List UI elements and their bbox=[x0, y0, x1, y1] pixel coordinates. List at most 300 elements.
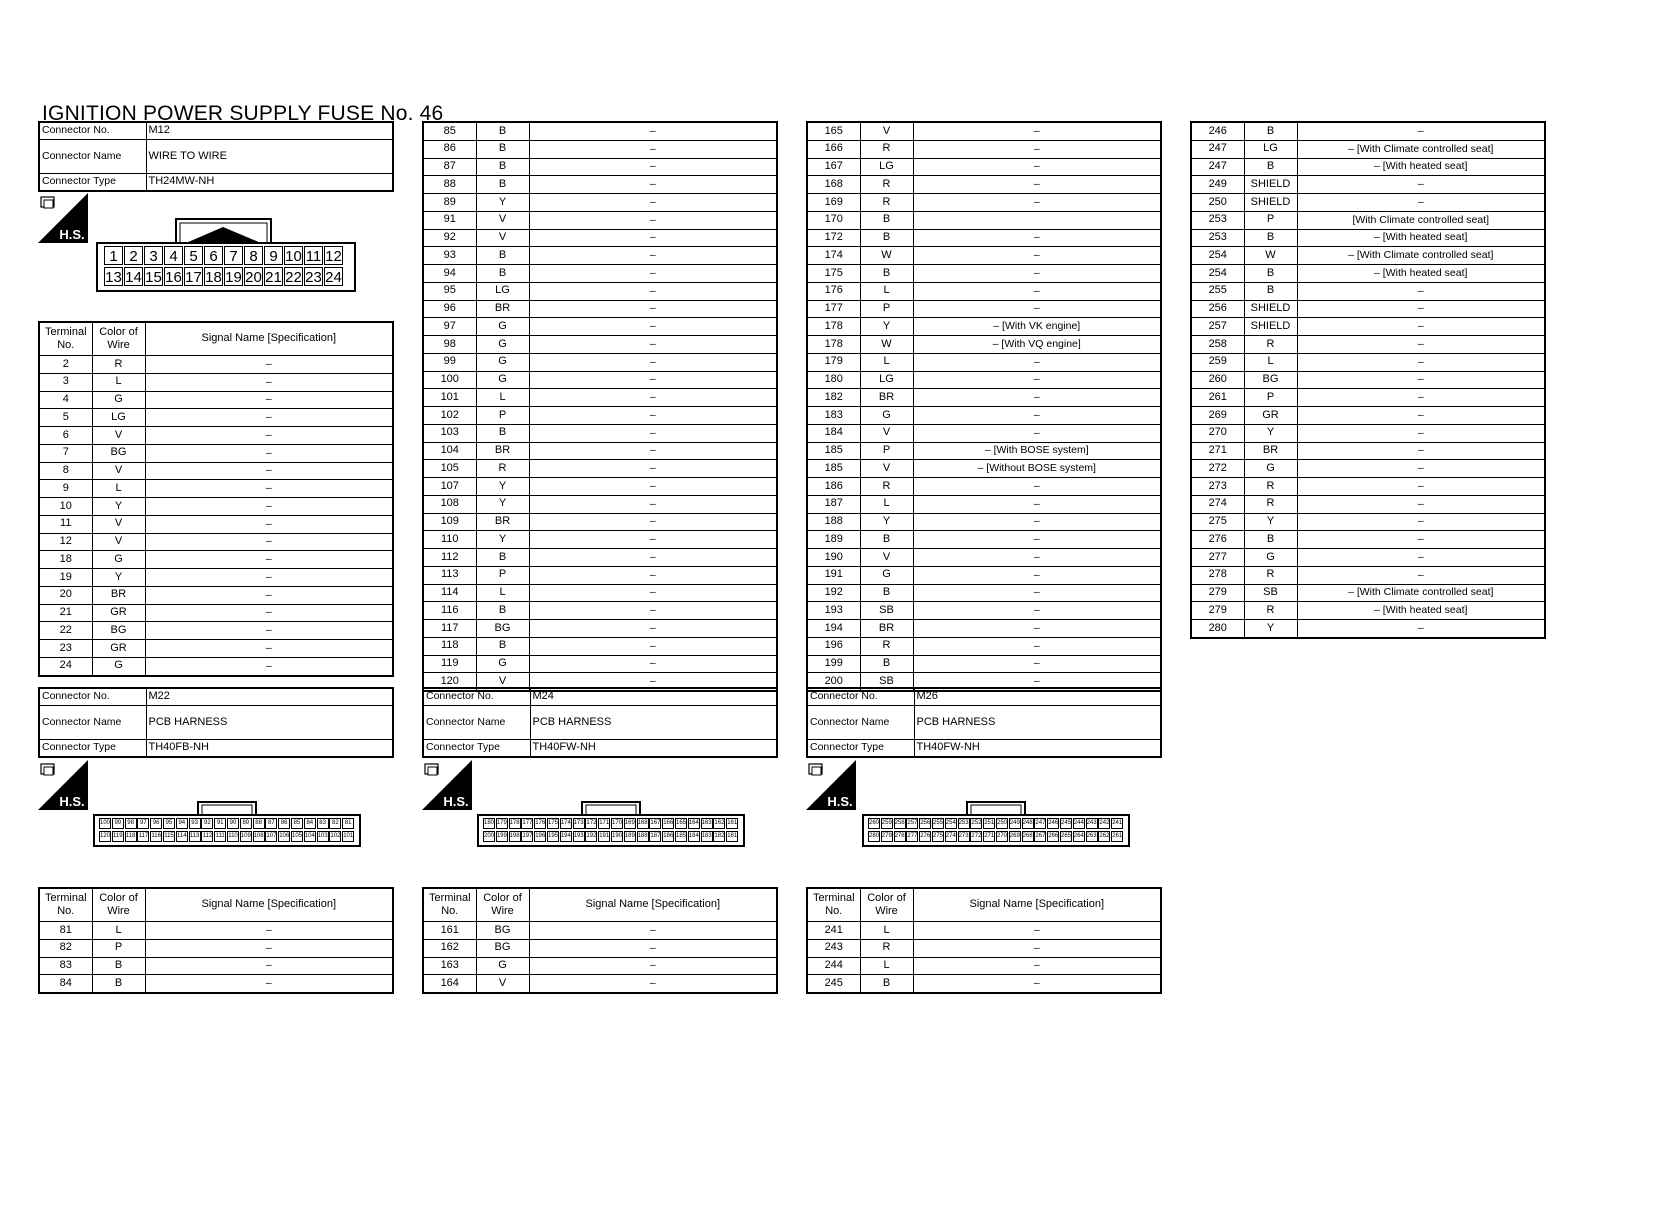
terminal-pin: 95 bbox=[163, 818, 175, 829]
terminal-no-header: Terminal No. bbox=[807, 888, 860, 922]
table-row bbox=[423, 353, 777, 371]
signal-name-cell: – bbox=[529, 957, 777, 975]
wire-color-cell: P bbox=[92, 939, 145, 957]
terminal-no-cell: 84 bbox=[39, 975, 92, 993]
wire-color-cell: G bbox=[476, 957, 529, 975]
terminal-pin: 82 bbox=[329, 818, 341, 829]
terminal-pin: 272 bbox=[970, 831, 982, 842]
terminal-pin: 173 bbox=[573, 818, 585, 829]
table-row bbox=[1191, 513, 1545, 531]
signal-name-cell: – bbox=[1297, 442, 1545, 460]
wire-color-cell: B bbox=[476, 247, 529, 265]
terminal-pin: 164 bbox=[688, 818, 700, 829]
table-row bbox=[807, 282, 1161, 300]
signal-name-cell: – bbox=[529, 922, 777, 940]
terminal-pin: 200 bbox=[483, 831, 495, 842]
terminal-no-cell: 116 bbox=[423, 602, 476, 620]
table-row bbox=[1191, 424, 1545, 442]
table-row bbox=[39, 462, 393, 480]
signal-name-cell: – bbox=[145, 657, 393, 675]
connector-no-value: M22 bbox=[146, 688, 393, 706]
signal-name-cell: – bbox=[529, 478, 777, 496]
wire-color-cell: R bbox=[860, 939, 913, 957]
terminal-pin: 241 bbox=[1111, 818, 1123, 829]
connector-name-label: Connector Name bbox=[423, 706, 530, 740]
wire-color-cell: V bbox=[92, 427, 145, 445]
terminal-no-cell: 88 bbox=[423, 176, 476, 194]
table-row bbox=[807, 620, 1161, 638]
signal-name-cell: – bbox=[529, 353, 777, 371]
wire-color-cell: Y bbox=[92, 569, 145, 587]
signal-name-cell: – bbox=[913, 957, 1161, 975]
table-row bbox=[423, 424, 777, 442]
hs-label: H.S. bbox=[443, 794, 469, 809]
table-row bbox=[39, 975, 393, 993]
wire-color-cell: B bbox=[1244, 229, 1297, 247]
table-row bbox=[1191, 495, 1545, 513]
wire-color-cell: LG bbox=[92, 409, 145, 427]
signal-name-cell: – bbox=[145, 409, 393, 427]
table-row bbox=[1191, 194, 1545, 212]
table-row bbox=[423, 460, 777, 478]
wire-color-cell: P bbox=[476, 566, 529, 584]
signal-name-cell: – bbox=[145, 551, 393, 569]
wire-color-cell: B bbox=[1244, 265, 1297, 283]
wire-color-cell: B bbox=[1244, 158, 1297, 176]
terminal-slot: 19 bbox=[225, 269, 242, 286]
table-row bbox=[1191, 442, 1545, 460]
signal-name-cell: – bbox=[913, 939, 1161, 957]
table-row bbox=[423, 122, 777, 140]
terminal-pin: 261 bbox=[1111, 831, 1123, 842]
wire-color-cell: SHIELD bbox=[1244, 176, 1297, 194]
table-row bbox=[807, 939, 1161, 957]
table-row bbox=[807, 957, 1161, 975]
table-row bbox=[807, 336, 1161, 354]
wire-color-cell: L bbox=[860, 282, 913, 300]
terminal-pin: 199 bbox=[496, 831, 508, 842]
terminal-no-cell: 107 bbox=[423, 478, 476, 496]
signal-name-cell: – bbox=[913, 566, 1161, 584]
connector-type-value: TH40FW-NH bbox=[914, 740, 1161, 758]
terminal-pin: 262 bbox=[1098, 831, 1110, 842]
terminal-pin: 114 bbox=[176, 831, 188, 842]
connector-no-label: Connector No. bbox=[39, 122, 146, 140]
terminal-slot: 12 bbox=[325, 248, 342, 265]
terminal-no-cell: 182 bbox=[807, 389, 860, 407]
wire-color-cell: B bbox=[860, 655, 913, 673]
terminal-no-cell: 3 bbox=[39, 373, 92, 391]
terminal-pin: 189 bbox=[624, 831, 636, 842]
signal-name-cell: – bbox=[1297, 566, 1545, 584]
table-row bbox=[423, 140, 777, 158]
wire-color-cell: G bbox=[92, 657, 145, 675]
terminal-pin: 99 bbox=[112, 818, 124, 829]
table-row bbox=[39, 957, 393, 975]
terminal-slot: 23 bbox=[305, 269, 322, 286]
terminal-no-header: Terminal No. bbox=[423, 888, 476, 922]
table-row bbox=[39, 409, 393, 427]
terminal-pin: 265 bbox=[1060, 831, 1072, 842]
terminal-no-cell: 113 bbox=[423, 566, 476, 584]
wire-color-cell: B bbox=[92, 957, 145, 975]
connector-no-value: M26 bbox=[914, 688, 1161, 706]
signal-name-cell: – bbox=[913, 140, 1161, 158]
terminal-pin: 186 bbox=[662, 831, 674, 842]
wire-color-cell: B bbox=[476, 140, 529, 158]
terminal-no-cell: 168 bbox=[807, 176, 860, 194]
table-row bbox=[423, 300, 777, 318]
terminal-no-cell: 276 bbox=[1191, 531, 1244, 549]
terminal-no-cell: 277 bbox=[1191, 549, 1244, 567]
signal-name-cell: – bbox=[529, 584, 777, 602]
wire-color-cell: V bbox=[92, 515, 145, 533]
terminal-pin: 182 bbox=[713, 831, 725, 842]
terminal-pin: 93 bbox=[189, 818, 201, 829]
wire-color-cell: R bbox=[860, 194, 913, 212]
signal-name-cell: – bbox=[529, 442, 777, 460]
terminal-pin: 117 bbox=[137, 831, 149, 842]
table-row bbox=[807, 655, 1161, 673]
terminal-pin: 192 bbox=[585, 831, 597, 842]
terminal-pin: 245 bbox=[1060, 818, 1072, 829]
table-row bbox=[1191, 602, 1545, 620]
terminal-pin: 247 bbox=[1034, 818, 1046, 829]
terminal-no-cell: 184 bbox=[807, 424, 860, 442]
terminal-pin: 253 bbox=[958, 818, 970, 829]
wire-color-cell: SB bbox=[860, 673, 913, 691]
table-row bbox=[423, 637, 777, 655]
signal-name-cell: – bbox=[529, 655, 777, 673]
signal-name-cell: – bbox=[529, 300, 777, 318]
table-row bbox=[807, 566, 1161, 584]
terminal-pin: 169 bbox=[624, 818, 636, 829]
terminal-slot: 10 bbox=[285, 248, 302, 265]
terminal-pin: 257 bbox=[906, 818, 918, 829]
table-row bbox=[423, 247, 777, 265]
table-row bbox=[423, 922, 777, 940]
signal-name-cell: – bbox=[913, 531, 1161, 549]
table-row bbox=[1191, 460, 1545, 478]
terminal-pin: 267 bbox=[1034, 831, 1046, 842]
terminal-pin: 270 bbox=[996, 831, 1008, 842]
table-row bbox=[39, 586, 393, 604]
terminal-pin: 191 bbox=[598, 831, 610, 842]
signal-name-cell: – bbox=[529, 673, 777, 691]
terminal-no-cell: 255 bbox=[1191, 282, 1244, 300]
terminal-no-cell: 188 bbox=[807, 513, 860, 531]
wire-color-cell: B bbox=[1244, 531, 1297, 549]
terminal-no-cell: 275 bbox=[1191, 513, 1244, 531]
terminal-no-cell: 98 bbox=[423, 336, 476, 354]
wire-color-cell: BG bbox=[92, 622, 145, 640]
signal-name-cell: – bbox=[913, 194, 1161, 212]
signal-name-cell: – bbox=[913, 602, 1161, 620]
signal-name-cell: – bbox=[913, 389, 1161, 407]
terminal-table-m22 bbox=[38, 887, 394, 994]
terminal-slot: 13 bbox=[105, 269, 122, 286]
terminal-pin: 276 bbox=[919, 831, 931, 842]
table-row bbox=[423, 531, 777, 549]
terminal-no-cell: 274 bbox=[1191, 495, 1244, 513]
terminal-pin: 195 bbox=[547, 831, 559, 842]
signal-name-cell: – bbox=[529, 318, 777, 336]
table-row bbox=[423, 673, 777, 691]
signal-name-cell: – bbox=[529, 265, 777, 283]
signal-name-cell: – bbox=[913, 495, 1161, 513]
table-row bbox=[423, 211, 777, 229]
terminal-pin: 168 bbox=[637, 818, 649, 829]
table-row bbox=[1191, 176, 1545, 194]
table-row bbox=[423, 194, 777, 212]
terminal-no-cell: 191 bbox=[807, 566, 860, 584]
signal-name-cell: – bbox=[529, 176, 777, 194]
table-row bbox=[1191, 282, 1545, 300]
terminal-no-cell: 91 bbox=[423, 211, 476, 229]
connector-face-m12 bbox=[96, 218, 354, 290]
wire-color-cell: B bbox=[92, 975, 145, 993]
wire-color-cell: B bbox=[476, 265, 529, 283]
terminal-pin: 174 bbox=[560, 818, 572, 829]
table-row bbox=[423, 158, 777, 176]
signal-name-cell: – bbox=[145, 498, 393, 516]
wire-color-cell: Y bbox=[476, 194, 529, 212]
terminal-no-cell: 112 bbox=[423, 549, 476, 567]
terminal-no-cell: 183 bbox=[807, 407, 860, 425]
wire-color-cell: R bbox=[1244, 495, 1297, 513]
terminal-no-cell: 5 bbox=[39, 409, 92, 427]
signal-name-cell: – bbox=[145, 427, 393, 445]
signal-name-cell: – bbox=[913, 478, 1161, 496]
terminal-pin: 98 bbox=[125, 818, 137, 829]
terminal-no-cell: 11 bbox=[39, 515, 92, 533]
signal-name-cell: – bbox=[913, 584, 1161, 602]
wire-color-cell: BR bbox=[476, 300, 529, 318]
wire-color-cell: R bbox=[1244, 602, 1297, 620]
wire-color-cell: V bbox=[92, 462, 145, 480]
signal-name-cell: – bbox=[1297, 336, 1545, 354]
terminal-no-cell: 6 bbox=[39, 427, 92, 445]
wire-color-cell: B bbox=[860, 531, 913, 549]
connector-name-value: PCB HARNESS bbox=[914, 706, 1161, 740]
wire-color-cell: L bbox=[1244, 353, 1297, 371]
signal-name-cell: – bbox=[1297, 122, 1545, 140]
terminal-no-cell: 165 bbox=[807, 122, 860, 140]
wire-color-cell: BG bbox=[1244, 371, 1297, 389]
signal-name-cell: – bbox=[145, 515, 393, 533]
table-row bbox=[423, 478, 777, 496]
terminal-no-cell: 260 bbox=[1191, 371, 1244, 389]
terminal-pin: 107 bbox=[265, 831, 277, 842]
table-row bbox=[807, 265, 1161, 283]
terminal-no-cell: 118 bbox=[423, 637, 476, 655]
table-row bbox=[423, 282, 777, 300]
wire-color-cell: G bbox=[1244, 549, 1297, 567]
signal-name-cell: – bbox=[913, 158, 1161, 176]
terminal-no-cell: 8 bbox=[39, 462, 92, 480]
wire-color-cell: G bbox=[860, 566, 913, 584]
signal-name-cell: – bbox=[529, 424, 777, 442]
signal-name-cell: – bbox=[145, 939, 393, 957]
signal-name-cell: – bbox=[529, 389, 777, 407]
wire-color-cell: GR bbox=[92, 604, 145, 622]
terminal-no-cell: 163 bbox=[423, 957, 476, 975]
color-of-wire-header: Color of Wire bbox=[92, 888, 145, 922]
connector-no-value: M12 bbox=[146, 122, 393, 140]
terminal-no-cell: 179 bbox=[807, 353, 860, 371]
wire-color-cell: Y bbox=[1244, 620, 1297, 638]
wire-color-cell: B bbox=[476, 602, 529, 620]
terminal-pin: 254 bbox=[945, 818, 957, 829]
connector-no-value: M24 bbox=[530, 688, 777, 706]
terminal-slot: 7 bbox=[224, 246, 243, 265]
table-row bbox=[39, 604, 393, 622]
terminal-pin: 183 bbox=[701, 831, 713, 842]
terminal-no-cell: 96 bbox=[423, 300, 476, 318]
wire-color-cell: V bbox=[476, 975, 529, 993]
wire-color-cell: BG bbox=[476, 939, 529, 957]
signal-name-cell: – bbox=[529, 247, 777, 265]
terminal-pin: 176 bbox=[534, 818, 546, 829]
terminal-no-cell: 196 bbox=[807, 637, 860, 655]
wire-color-cell: BR bbox=[92, 586, 145, 604]
terminal-no-cell: 279 bbox=[1191, 584, 1244, 602]
signal-name-cell: – [Without BOSE system] bbox=[913, 460, 1161, 478]
terminal-no-cell: 114 bbox=[423, 584, 476, 602]
terminal-pin: 243 bbox=[1086, 818, 1098, 829]
wire-color-cell: L bbox=[860, 957, 913, 975]
terminal-table-col3 bbox=[806, 121, 1162, 692]
wire-color-cell: B bbox=[860, 229, 913, 247]
terminal-pin: 86 bbox=[278, 818, 290, 829]
table-row bbox=[807, 389, 1161, 407]
terminal-no-cell: 175 bbox=[807, 265, 860, 283]
terminal-no-cell: 273 bbox=[1191, 478, 1244, 496]
wire-color-cell: R bbox=[860, 176, 913, 194]
terminal-no-cell: 93 bbox=[423, 247, 476, 265]
table-row bbox=[807, 531, 1161, 549]
wire-color-cell: R bbox=[860, 140, 913, 158]
terminal-pin: 260 bbox=[868, 818, 880, 829]
signal-name-cell: – bbox=[145, 640, 393, 658]
terminal-no-cell: 95 bbox=[423, 282, 476, 300]
table-row bbox=[807, 673, 1161, 691]
terminal-pin: 167 bbox=[649, 818, 661, 829]
wire-color-cell: LG bbox=[476, 282, 529, 300]
wire-color-cell: SHIELD bbox=[1244, 194, 1297, 212]
terminal-slot: 9 bbox=[264, 246, 283, 265]
terminal-pin: 92 bbox=[201, 818, 213, 829]
terminal-no-cell: 272 bbox=[1191, 460, 1244, 478]
signal-name-cell: – bbox=[529, 336, 777, 354]
table-row bbox=[807, 229, 1161, 247]
table-row bbox=[39, 515, 393, 533]
wire-color-cell: B bbox=[860, 265, 913, 283]
table-row bbox=[39, 444, 393, 462]
wire-color-cell: B bbox=[476, 122, 529, 140]
wire-color-cell: BG bbox=[476, 922, 529, 940]
wire-color-cell: Y bbox=[1244, 424, 1297, 442]
connector-name-label: Connector Name bbox=[39, 140, 146, 174]
signal-name-header: Signal Name [Specification] bbox=[145, 322, 393, 356]
wire-color-cell: G bbox=[92, 551, 145, 569]
terminal-no-cell: 187 bbox=[807, 495, 860, 513]
signal-name-cell: – bbox=[529, 194, 777, 212]
signal-name-cell: – bbox=[145, 480, 393, 498]
terminal-no-cell: 104 bbox=[423, 442, 476, 460]
signal-name-cell: – bbox=[529, 407, 777, 425]
signal-name-cell: – bbox=[913, 353, 1161, 371]
terminal-no-cell: 194 bbox=[807, 620, 860, 638]
signal-name-cell bbox=[913, 211, 1161, 229]
table-row bbox=[39, 498, 393, 516]
terminal-no-cell: 7 bbox=[39, 444, 92, 462]
table-row bbox=[807, 140, 1161, 158]
signal-name-cell: – [With heated seat] bbox=[1297, 158, 1545, 176]
wire-color-cell: GR bbox=[1244, 407, 1297, 425]
table-row bbox=[423, 549, 777, 567]
wire-color-cell: BR bbox=[860, 620, 913, 638]
terminal-pin: 185 bbox=[675, 831, 687, 842]
terminal-pin: 94 bbox=[176, 818, 188, 829]
wire-color-cell: Y bbox=[1244, 513, 1297, 531]
wire-color-cell: G bbox=[476, 318, 529, 336]
wire-color-cell: L bbox=[860, 353, 913, 371]
terminal-no-cell: 103 bbox=[423, 424, 476, 442]
terminal-pin: 109 bbox=[240, 831, 252, 842]
hs-label: H.S. bbox=[827, 794, 853, 809]
terminal-table-col2 bbox=[422, 121, 778, 692]
terminal-slot: 15 bbox=[145, 269, 162, 286]
terminal-pin: 179 bbox=[496, 818, 508, 829]
terminal-no-header: Terminal No. bbox=[39, 322, 92, 356]
terminal-no-cell: 249 bbox=[1191, 176, 1244, 194]
table-row bbox=[39, 657, 393, 675]
terminal-slot: 1 bbox=[104, 246, 123, 265]
signal-name-cell: – bbox=[913, 265, 1161, 283]
terminal-pin: 161 bbox=[726, 818, 738, 829]
table-row bbox=[1191, 566, 1545, 584]
table-row bbox=[423, 620, 777, 638]
signal-name-cell: – bbox=[1297, 194, 1545, 212]
page-title: IGNITION POWER SUPPLY FUSE No. 46 bbox=[42, 102, 444, 125]
wire-color-cell: B bbox=[476, 424, 529, 442]
signal-name-cell: – bbox=[529, 637, 777, 655]
table-row bbox=[1191, 353, 1545, 371]
signal-name-cell: – bbox=[529, 531, 777, 549]
signal-name-cell: – bbox=[145, 622, 393, 640]
terminal-pin: 91 bbox=[214, 818, 226, 829]
connector-face-m22 bbox=[93, 801, 361, 847]
table-row bbox=[1191, 318, 1545, 336]
terminal-pin: 178 bbox=[509, 818, 521, 829]
signal-name-cell: – bbox=[145, 373, 393, 391]
wire-color-cell: P bbox=[476, 407, 529, 425]
wire-color-cell: P bbox=[1244, 211, 1297, 229]
wire-color-cell: R bbox=[860, 637, 913, 655]
connector-type-label: Connector Type bbox=[807, 740, 914, 758]
wire-color-cell: V bbox=[92, 533, 145, 551]
terminal-no-cell: 250 bbox=[1191, 194, 1244, 212]
table-row bbox=[39, 640, 393, 658]
connector-name-label: Connector Name bbox=[807, 706, 914, 740]
signal-name-cell: – bbox=[145, 975, 393, 993]
terminal-no-cell: 186 bbox=[807, 478, 860, 496]
signal-name-cell: – bbox=[913, 229, 1161, 247]
signal-name-cell: – bbox=[145, 957, 393, 975]
terminal-pin: 271 bbox=[983, 831, 995, 842]
terminal-slot: 6 bbox=[204, 246, 223, 265]
